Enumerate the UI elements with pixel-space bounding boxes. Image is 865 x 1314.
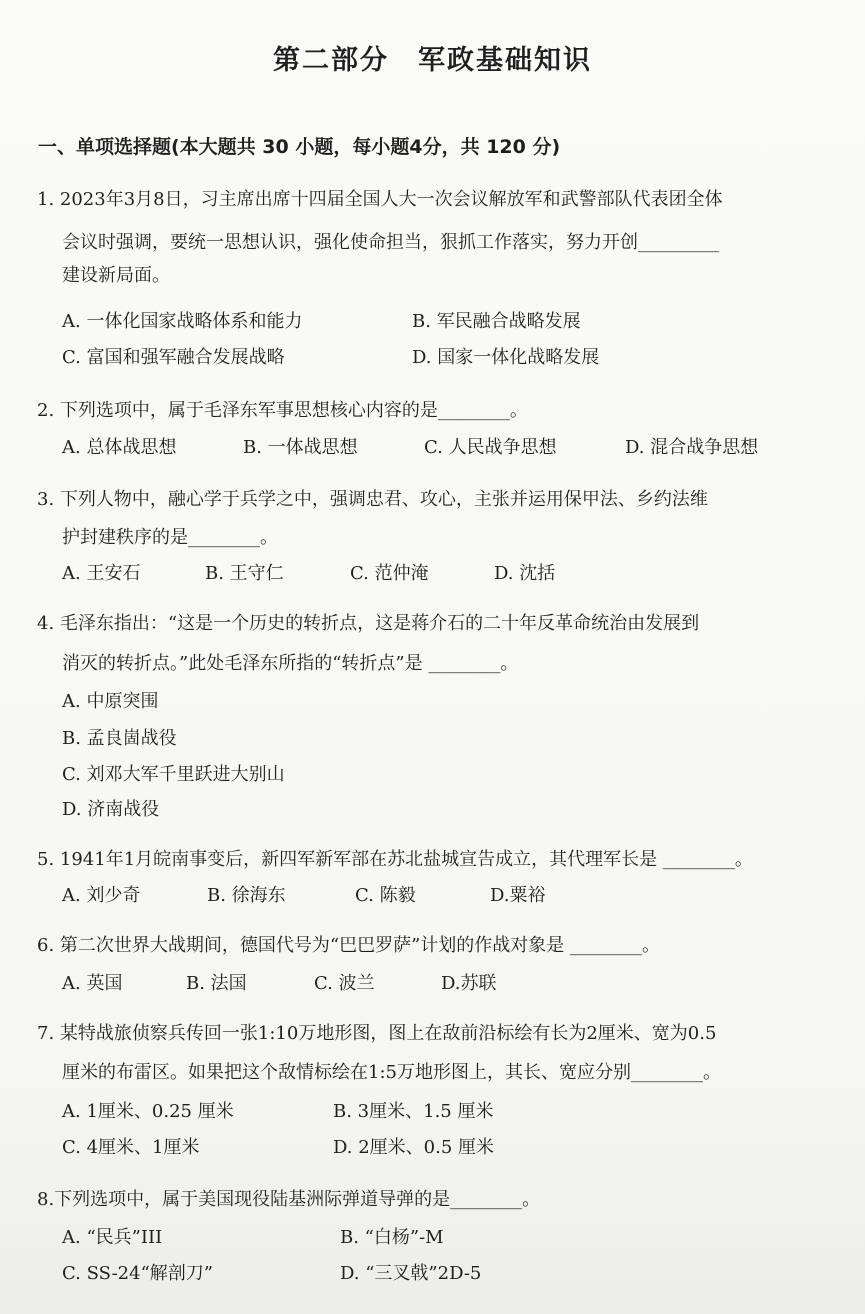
question-6-option-b: B. 法国 xyxy=(186,973,247,994)
question-3-option-c: C. 范仲淹 xyxy=(350,563,429,584)
question-8-option-c: C. SS-24“解剖刀” xyxy=(62,1263,213,1284)
page-title: 第二部分 军政基础知识 xyxy=(273,45,592,76)
question-4-stem-line-2: 消灭的转折点。”此处毛泽东所指的“转折点”是 ________。 xyxy=(62,653,519,674)
question-1-option-a: A. 一体化国家战略体系和能力 xyxy=(62,311,303,332)
question-7-stem-line-1: 7. 某特战旅侦察兵传回一张1:10万地形图，图上在敌前沿标绘有长为2厘米、宽为0.5 xyxy=(37,1023,717,1044)
question-3-stem-line-1: 3. 下列人物中，融心学于兵学之中，强调忠君、攻心，主张并运用保甲法、乡约法维 xyxy=(37,489,708,510)
question-8-option-b: B. “白杨”-M xyxy=(340,1227,444,1248)
question-6-option-c: C. 波兰 xyxy=(314,973,375,994)
section-heading: 一、单项选择题(本大题共 30 小题，每小题4分，共 120 分) xyxy=(38,136,561,158)
question-7-option-b: B. 3厘米、1.5 厘米 xyxy=(333,1101,494,1122)
question-1-option-b: B. 军民融合战略发展 xyxy=(412,311,581,332)
question-1-option-d: D. 国家一体化战略发展 xyxy=(412,347,600,368)
question-3-option-b: B. 王守仁 xyxy=(205,563,284,584)
question-7-option-c: C. 4厘米、1厘米 xyxy=(62,1137,200,1158)
question-5-stem-line-1: 5. 1941年1月皖南事变后，新四军新军部在苏北盐城宣告成立，其代理军长是 ________。 xyxy=(37,849,753,870)
question-4-option-d: D. 济南战役 xyxy=(62,799,160,820)
question-4-option-a: A. 中原突围 xyxy=(62,691,159,712)
question-4-stem-line-1: 4. 毛泽东指出：“这是一个历史的转折点，这是蒋介石的二十年反革命统治由发展到 xyxy=(37,613,700,634)
question-4-option-c: C. 刘邓大军千里跃进大别山 xyxy=(62,764,285,785)
question-3-option-d: D. 沈括 xyxy=(494,563,556,584)
question-8-option-d: D. “三叉戟”2D-5 xyxy=(340,1263,482,1284)
question-5-option-a: A. 刘少奇 xyxy=(62,885,141,906)
question-2-option-d: D. 混合战争思想 xyxy=(625,437,759,458)
question-3-option-a: A. 王安石 xyxy=(62,563,141,584)
question-2-stem-line-1: 2. 下列选项中，属于毛泽东军事思想核心内容的是________。 xyxy=(37,400,528,421)
question-2-option-b: B. 一体战思想 xyxy=(243,437,358,458)
question-2-option-a: A. 总体战思想 xyxy=(62,437,177,458)
question-6-option-d: D.苏联 xyxy=(441,973,497,994)
question-3-stem-line-2: 护封建秩序的是________。 xyxy=(62,527,278,548)
question-7-stem-line-2: 厘米的布雷区。如果把这个敌情标绘在1:5万地形图上，其长、宽应分别________。 xyxy=(62,1062,721,1083)
question-7-option-d: D. 2厘米、0.5 厘米 xyxy=(333,1137,495,1158)
question-7-option-a: A. 1厘米、0.25 厘米 xyxy=(62,1101,234,1122)
question-5-option-d: D.粟裕 xyxy=(490,885,546,906)
question-5-option-c: C. 陈毅 xyxy=(355,885,416,906)
question-8-option-a: A. “民兵”III xyxy=(62,1227,163,1248)
question-2-option-c: C. 人民战争思想 xyxy=(424,437,557,458)
question-5-option-b: B. 徐海东 xyxy=(207,885,286,906)
question-1-stem-line-1: 1. 2023年3月8日，习主席出席十四届全国人大一次会议解放军和武警部队代表团全体 xyxy=(37,189,723,210)
question-6-stem-line-1: 6. 第二次世界大战期间，德国代号为“巴巴罗萨”计划的作战对象是 ________。 xyxy=(37,935,661,956)
question-1-option-c: C. 富国和强军融合发展战略 xyxy=(62,347,285,368)
question-6-option-a: A. 英国 xyxy=(62,973,123,994)
question-1-stem-line-2: 会议时强调，要统一思想认识，强化使命担当，狠抓工作落实，努力开创_________ xyxy=(62,232,719,253)
question-4-option-b: B. 孟良崮战役 xyxy=(62,728,177,749)
question-1-stem-line-3: 建设新局面。 xyxy=(62,265,170,286)
question-8-stem-line-1: 8.下列选项中，属于美国现役陆基洲际弹道导弹的是________。 xyxy=(37,1189,541,1210)
